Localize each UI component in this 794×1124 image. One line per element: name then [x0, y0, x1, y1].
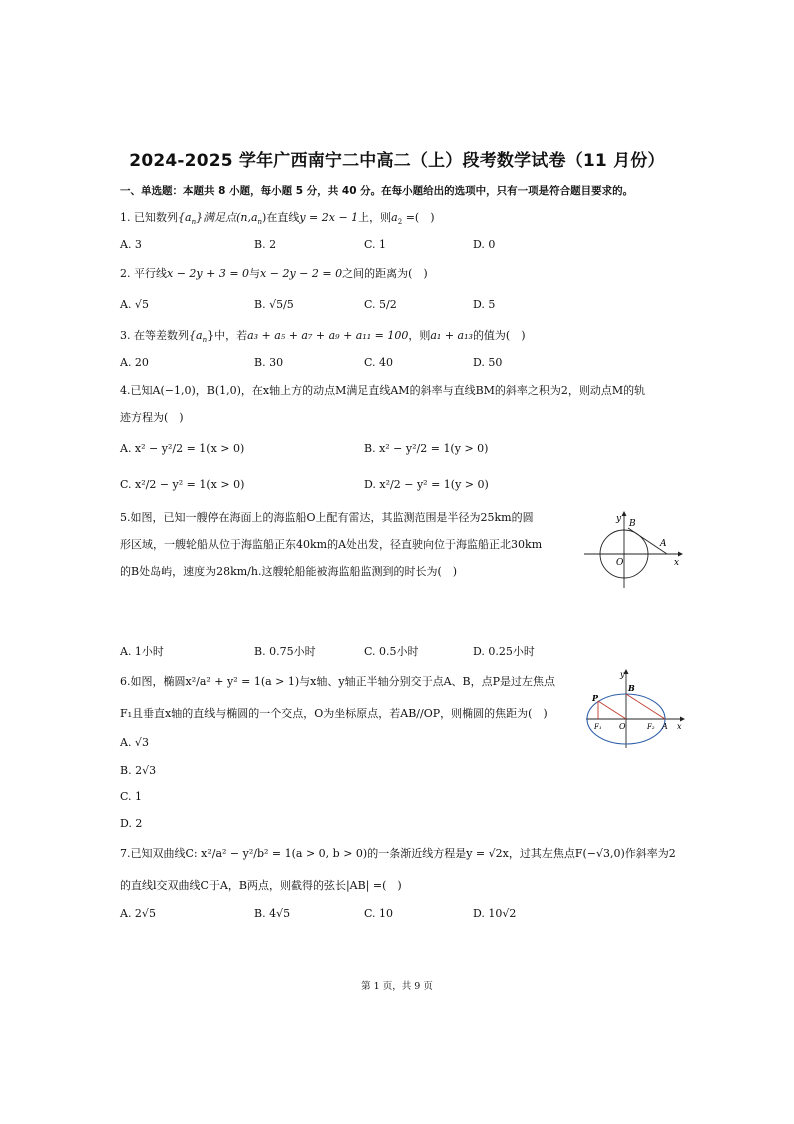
q5-option-a: A. 1小时 [120, 645, 164, 658]
q5-option-c: C. 0.5小时 [364, 645, 419, 658]
label-o: O [616, 558, 624, 568]
q6-option-a: A. √3 [120, 736, 149, 749]
label-o: O [619, 722, 626, 731]
question-6-line-2: F₁且垂直x轴的直线与椭圆的一个交点，O为坐标原点，若AB//OP，则椭圆的焦距为( ) [120, 707, 548, 720]
label-x: x [674, 558, 680, 568]
segment-op [598, 701, 626, 719]
q7-option-a: A. 2√5 [120, 907, 156, 920]
q1-option-d: D. 0 [473, 238, 496, 251]
question-5-line-1: 5.如图，已知一艘停在海面上的海监船O上配有雷达，其监测范围是半径为25km的圆 [120, 511, 534, 524]
radar-figure [580, 508, 686, 592]
label-b: B [628, 683, 635, 693]
label-y: y [616, 514, 622, 524]
q6-option-c: C. 1 [120, 790, 143, 803]
q4-option-c: C. x²/2 − y² = 1(x > 0) [120, 478, 245, 491]
question-6-line-1: 6.如图，椭圆x²/a² + y² = 1(a > 1)与x轴、y轴正半轴分别交于点A、B，点P是过左焦点 [120, 675, 556, 688]
q7-option-c: C. 10 [364, 907, 394, 920]
q5-option-d: D. 0.25小时 [473, 645, 535, 658]
q1-option-b: B. 2 [254, 238, 277, 251]
ellipse-figure [584, 668, 688, 750]
q6-option-b: B. 2√3 [120, 764, 157, 777]
question-3: 3. 在等差数列$\{a_n\}$中，若a₃ + a₅ + a₇ + a₉ + a₁₁ = 100，则a₁ + a₁₃的值为( ) [120, 329, 526, 345]
question-1: 1. 已知数列$\{a_n\}$满足点$(n,a_n)$在直线y = 2x − 1上，则$a_2$ =( ) [120, 211, 435, 227]
question-5-line-3: 的B处岛屿，速度为28km/h.这艘轮船能被海监船监测到的时长为( ) [120, 565, 458, 578]
q4-option-a: A. x² − y²/2 = 1(x > 0) [120, 442, 245, 455]
q1-option-a: A. 3 [120, 238, 142, 251]
q2-option-b: B. √5/5 [254, 298, 294, 311]
question-7-line-2: 的直线l交双曲线C于A，B两点，则截得的弦长|AB| =( ) [120, 879, 402, 892]
q7-option-b: B. 4√5 [254, 907, 291, 920]
q3-option-d: D. 50 [473, 356, 503, 369]
q1-option-c: C. 1 [364, 238, 387, 251]
page-title: 2024-2025 学年广西南宁二中高二（上）段考数学试卷（11 月份） [129, 151, 665, 171]
q3-option-b: B. 30 [254, 356, 284, 369]
page-footer: 第 1 页，共 9 页 [361, 981, 433, 992]
label-a: A [662, 722, 668, 731]
section-heading: 一、单选题：本题共 8 小题，每小题 5 分，共 40 分。在每小题给出的选项中，只有一项是符合题目要求的。 [120, 185, 634, 197]
label-x: x [677, 722, 682, 731]
question-5-line-2: 形区域，一艘轮船从位于海监船正东40km的A处出发，径直驶向位于海监船正北30km [120, 538, 543, 551]
y-axis-arrow-icon [622, 511, 627, 516]
q3-option-c: C. 40 [364, 356, 394, 369]
question-7-line-1: 7.已知双曲线C: x²/a² − y²/b² = 1(a > 0, b > 0)的一条渐近线方程是y = √2x，过其左焦点F(−√3,0)作斜率为2 [120, 847, 676, 860]
q4-option-d: D. x²/2 − y² = 1(y > 0) [364, 478, 489, 491]
question-2: 2. 平行线x − 2y + 3 = 0与x − 2y − 2 = 0之间的距离为( ) [120, 267, 428, 280]
label-f1: F₁ [594, 723, 602, 731]
q7-option-d: D. 10√2 [473, 907, 517, 920]
q2-option-d: D. 5 [473, 298, 496, 311]
q5-option-b: B. 0.75小时 [254, 645, 316, 658]
x-axis-arrow-icon [680, 717, 685, 722]
q3-option-a: A. 20 [120, 356, 149, 369]
q6-option-d: D. 2 [120, 817, 143, 830]
question-4-line-2: 迹方程为( ) [120, 411, 184, 424]
question-4-line-1: 4.已知A(−1,0)，B(1,0)，在x轴上方的动点M满足直线AM的斜率与直线BM的斜率之积为2，则动点M的轨 [120, 384, 646, 397]
label-a: A [660, 539, 667, 549]
q4-option-b: B. x² − y²/2 = 1(y > 0) [364, 442, 489, 455]
label-f2: F₂ [647, 723, 655, 731]
label-p: P [592, 693, 599, 703]
label-y: y [620, 670, 625, 679]
label-b: B [629, 519, 636, 529]
q2-option-a: A. √5 [120, 298, 149, 311]
x-axis-arrow-icon [678, 552, 683, 557]
q2-option-c: C. 5/2 [364, 298, 397, 311]
